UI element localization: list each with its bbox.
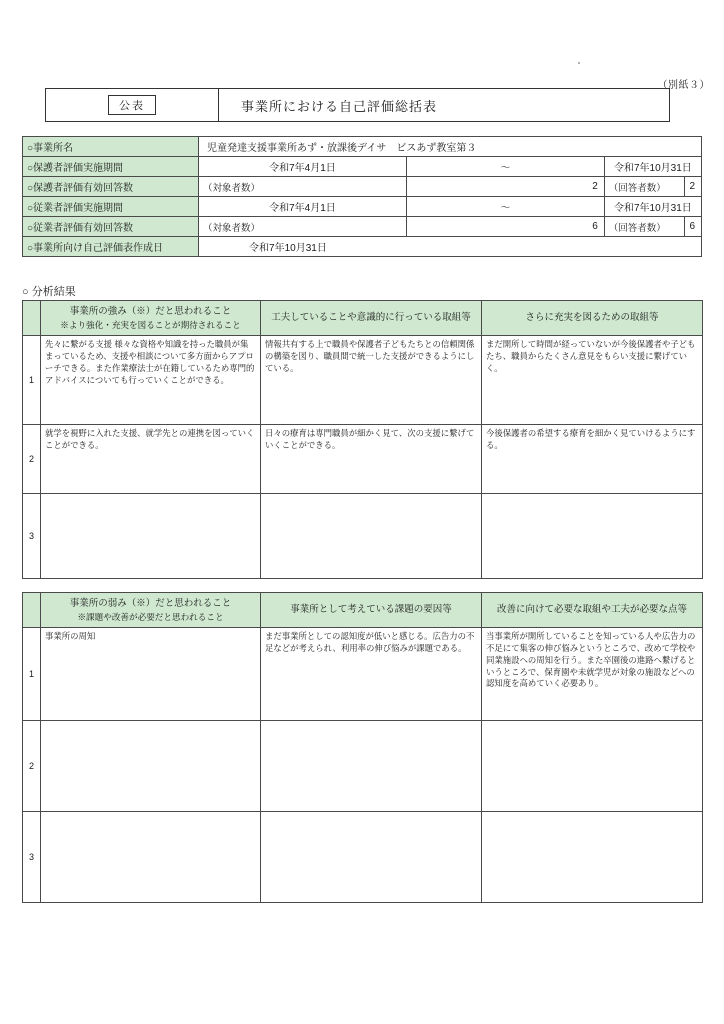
strengths-cell-b: 日々の療育は専門職員が細かく見て、次の支援に繋げていくことができる。 <box>261 425 482 494</box>
weaknesses-cell-c <box>482 812 703 903</box>
strengths-cell-a <box>41 494 261 579</box>
staff-target-value: 6 <box>406 217 604 237</box>
strengths-cell-a: 先々に繋がる支援 様々な資格や知識を持った職員が集まっているため、支援や相談について多方面からアプローチできる。また作業療法士が在籍しているため専門的アドバイスについても行っていくことができる。 <box>41 336 261 425</box>
table-row <box>23 197 702 217</box>
info-label-creation-date: ○事業所向け自己評価表作成日 <box>23 237 199 257</box>
public-disclosure-badge: 公表 <box>108 95 156 115</box>
public-disclosure-label <box>46 95 218 115</box>
guardian-period-start: 令和7年4月1日 <box>199 157 407 177</box>
table-row <box>23 237 702 257</box>
info-label-facility-name: ○事業所名 <box>23 137 199 157</box>
strengths-cell-b <box>261 494 482 579</box>
strengths-table <box>22 300 703 579</box>
guardian-answer-value: 2 <box>685 177 702 197</box>
table-row <box>23 157 702 177</box>
strengths-header-col-c: さらに充実を図るための取組等 <box>482 301 703 336</box>
weaknesses-row-num: 2 <box>23 721 41 812</box>
strengths-header-col-b: 工夫していることや意識的に行っている取組等 <box>261 301 482 336</box>
info-label-staff-responses: ○従業者評価有効回答数 <box>23 217 199 237</box>
guardian-period-tilde: 〜 <box>406 157 604 177</box>
strengths-row-num: 2 <box>23 425 41 494</box>
strengths-cell-b: 情報共有する上で職員や保護者子どもたちとの信頼関係の構築を図り、職員間で統一した支援ができるようにしている。 <box>261 336 482 425</box>
table-row <box>23 425 703 494</box>
document-title-box <box>45 88 670 122</box>
strengths-row-num: 1 <box>23 336 41 425</box>
info-value-facility-name: 児童発達支援事業所あず・放課後デイサ ビスあず教室第３ <box>199 137 702 157</box>
staff-answer-label: （回答者数） <box>604 217 685 237</box>
weaknesses-row-num: 3 <box>23 812 41 903</box>
strengths-header-col-a-line1: 事業所の強み（※）だと思われること <box>69 306 232 317</box>
table-header-row <box>23 593 703 628</box>
guardian-target-value: 2 <box>406 177 604 197</box>
info-label-guardian-period: ○保護者評価実施期間 <box>23 157 199 177</box>
weaknesses-row-num: 1 <box>23 628 41 721</box>
facility-info-table <box>22 136 702 257</box>
weaknesses-table <box>22 592 703 903</box>
table-row <box>23 812 703 903</box>
page-title: 事業所における自己評価総括表 <box>241 98 438 114</box>
guardian-target-label: （対象者数） <box>199 177 407 197</box>
weaknesses-cell-c <box>482 721 703 812</box>
guardian-period-end: 令和7年10月31日 <box>604 157 701 177</box>
staff-period-end: 令和7年10月31日 <box>604 197 701 217</box>
strengths-cell-c: まだ開所して時間が経っていないが今後保護者や子どもたち、職員からたくさん意見をもらい支援に繋げていく。 <box>482 336 703 425</box>
strengths-cell-a: 就学を視野に入れた支援、就学先との連携を図っていくことができる。 <box>41 425 261 494</box>
weaknesses-cell-a <box>41 812 261 903</box>
info-label-guardian-responses: ○保護者評価有効回答数 <box>23 177 199 197</box>
staff-period-start: 令和7年4月1日 <box>199 197 407 217</box>
table-row <box>23 217 702 237</box>
weaknesses-header-col-a-line1: 事業所の弱み（※）だと思われること <box>69 598 232 609</box>
strengths-header-col-a <box>41 301 261 336</box>
strengths-row-num: 3 <box>23 494 41 579</box>
info-value-creation-date: 令和7年10月31日 <box>199 237 702 257</box>
table-header-row <box>23 301 703 336</box>
analysis-section-heading: ○ 分析結果 <box>22 286 76 298</box>
table-row <box>23 721 703 812</box>
weaknesses-header-col-a-line2: ※課題や改善が必要だと思われること <box>77 611 224 622</box>
table-row <box>23 628 703 721</box>
weaknesses-cell-b <box>261 812 482 903</box>
scan-artifact-dot <box>578 62 580 64</box>
guardian-answer-label: （回答者数） <box>604 177 685 197</box>
weaknesses-header-col-c: 改善に向けて必要な取組や工夫が必要な点等 <box>482 593 703 628</box>
table-row <box>23 336 703 425</box>
staff-answer-value: 6 <box>685 217 702 237</box>
strengths-header-num <box>23 301 41 336</box>
staff-target-label: （対象者数） <box>199 217 407 237</box>
weaknesses-cell-a <box>41 721 261 812</box>
strengths-cell-c <box>482 494 703 579</box>
weaknesses-header-col-a <box>41 593 261 628</box>
weaknesses-cell-b: まだ事業所としての認知度が低いと感じる。広告力の不足などが考えられ、利用率の伸び悩みが課題である。 <box>261 628 482 721</box>
weaknesses-cell-b <box>261 721 482 812</box>
strengths-header-col-a-line2: ※より強化・充実を図ることが期待されること <box>60 319 241 330</box>
table-row <box>23 494 703 579</box>
form-reference-note: （別紙３） <box>657 80 710 91</box>
weaknesses-header-col-b: 事業所として考えている課題の要因等 <box>261 593 482 628</box>
weaknesses-header-num <box>23 593 41 628</box>
strengths-cell-c: 今後保護者の希望する療育を細かく見ていけるようにする。 <box>482 425 703 494</box>
weaknesses-cell-c: 当事業所が開所していることを知っている人や広告力の不足にて集客の伸び悩みというところで、改めて学校や同業施設への周知を行う。また卒園後の進路へ繋げるというところで、保育園や未就学児が対象の施設などへの認知度を高めていく必要あり。 <box>482 628 703 721</box>
table-row <box>23 137 702 157</box>
info-label-staff-period: ○従業者評価実施期間 <box>23 197 199 217</box>
weaknesses-cell-a: 事業所の周知 <box>41 628 261 721</box>
staff-period-tilde: 〜 <box>406 197 604 217</box>
table-row <box>23 177 702 197</box>
